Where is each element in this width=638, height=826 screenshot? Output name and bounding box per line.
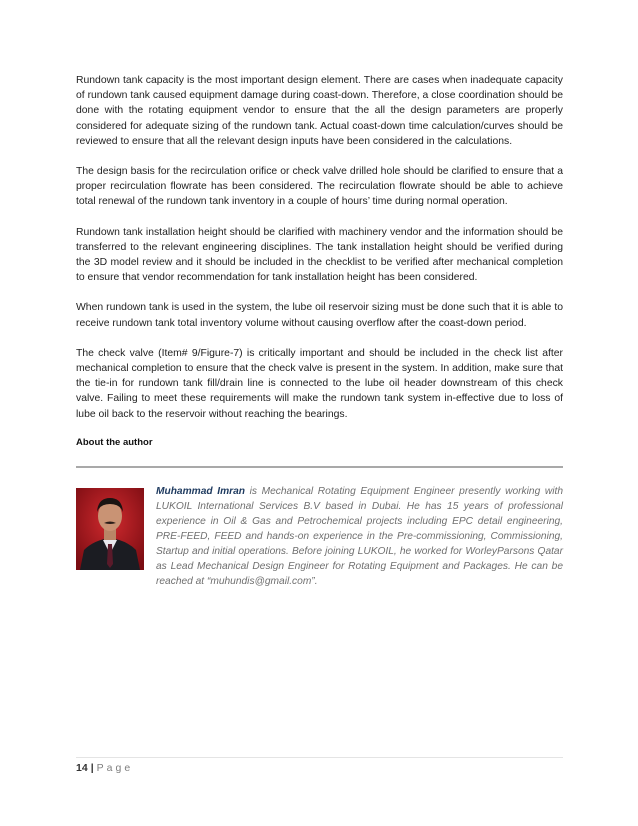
paragraph-installation-height: Rundown tank installation height should be clarified with machinery vendor and the information should be transferred to the relevant engineering disciplines. The tank installation height should be verified during the 3D model review and it should be included in the checklist to be verified after mechanical completion to ensure that vendor recommendation for tank installation height has been considered. — [76, 226, 563, 284]
page-footer — [76, 762, 133, 774]
paragraph-check-valve: The check valve (Item# 9/Figure-7) is critically important and should be included in the check list after mechanical completion to ensure that the check valve is present in the system. In addition, make sure that the tie-in for rundown tank fill/drain line is connected to the lube oil header downstream of this check valve. Failing to meet these requirements will make the rundown tank system in-effective due to loss of lube oil back to the reservoir without reaching the bearings. — [76, 347, 563, 420]
author-name: Muhammad Imran — [156, 486, 245, 497]
author-bio-text: is Mechanical Rotating Equipment Engineer presently working with LUKOIL International Services B.V based in Dubai. He has 15 years of professional experience in Oil & Gas and Petrochemical projects including EPC detail engineering, PRE-FEED, FEED and hands-on experience in the Pre-commissioning, Commissioning, Startup and initial operations. Before joining LUKOIL, he worked for WorleyParsons Qatar as Lead Mechanical Design Engineer for Rotating Equipment and Packages. He can be reached at “muhundis@gmail.com”. — [156, 486, 563, 587]
about-author-heading: About the author — [76, 437, 153, 448]
page-number: 14 — [76, 762, 88, 774]
paragraph-reservoir-sizing: When rundown tank is used in the system, the lube oil reservoir sizing must be done such that it is able to receive rundown tank total inventory volume without causing overflow after the coast-down period. — [76, 302, 563, 329]
author-bio — [156, 484, 563, 589]
author-photo — [76, 488, 144, 570]
section-divider — [76, 466, 563, 468]
paragraph-recirculation: The design basis for the recirculation orifice or check valve drilled hole should be clarified to ensure that a proper recirculation flowrate has been considered. The recirculation flowrate should be able to achieve total renewal of the rundown tank inventory in a couple of hours’ time during normal operation. — [76, 166, 563, 208]
page-label: Page — [96, 762, 134, 774]
body-text — [76, 73, 563, 437]
footer-divider — [76, 757, 563, 758]
paragraph-rundown-capacity: Rundown tank capacity is the most important design element. There are cases when inadequate capacity of rundown tank caused equipment damage during coast-down. Therefore, a close coordination should be done with the rotating equipment vendor to ensure that the all the design parameters are properly considered for adequate sizing of the rundown tank. Actual coast-down time calculation/curves should be reviewed to ensure that all the relevant design inputs have been considered in the calculations. — [76, 75, 563, 147]
footer-separator: | — [90, 762, 94, 774]
